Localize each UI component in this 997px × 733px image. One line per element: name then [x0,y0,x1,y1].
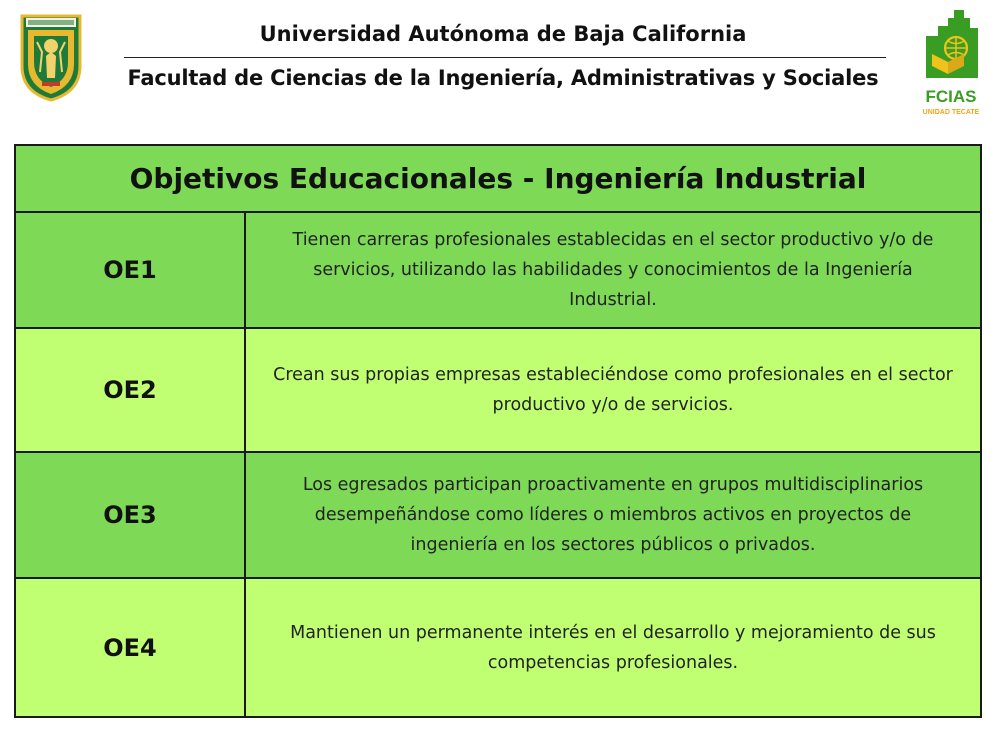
page-header [0,0,997,130]
fcias-logo-subtext: UNIDAD TECATE [922,109,980,116]
university-name: Universidad Autónoma de Baja California [259,22,747,46]
objective-code: OE3 [16,453,246,577]
objective-description: Los egresados participan proactivamente en grupos multidisciplinarios desempeñándose como líderes o miembros activos en proyectos de ingeniería en los sectores públicos o privados. [302,475,924,555]
objective-code: OE1 [16,213,246,327]
uabc-seal-logo [18,12,84,102]
table-row [16,453,980,579]
objective-description: Tienen carreras profesionales establecidas en el sector productivo y/o de servicios, utilizando las habilidades y conocimientos de la Ingeniería Industrial. [292,230,934,310]
table-row [16,329,980,453]
faculty-name: Facultad de Ciencias de la Ingeniería, Administrativas y Sociales [127,66,879,90]
objective-description: Crean sus propias empresas estableciéndose como profesionales en el sector productivo y/o de servicios. [273,365,953,415]
fcias-logo [918,8,984,122]
objective-code: OE4 [16,579,246,716]
objective-description: Mantienen un permanente interés en el desarrollo y mejoramiento de sus competencias profesionales. [290,622,936,673]
table-title: Objetivos Educacionales - Ingeniería Industrial [16,146,980,213]
header-divider [124,57,886,58]
table-row [16,213,980,329]
objective-code: OE2 [16,329,246,451]
table-row [16,579,980,716]
fcias-logo-text: FCIAS [925,87,977,106]
objectives-table [14,144,982,718]
